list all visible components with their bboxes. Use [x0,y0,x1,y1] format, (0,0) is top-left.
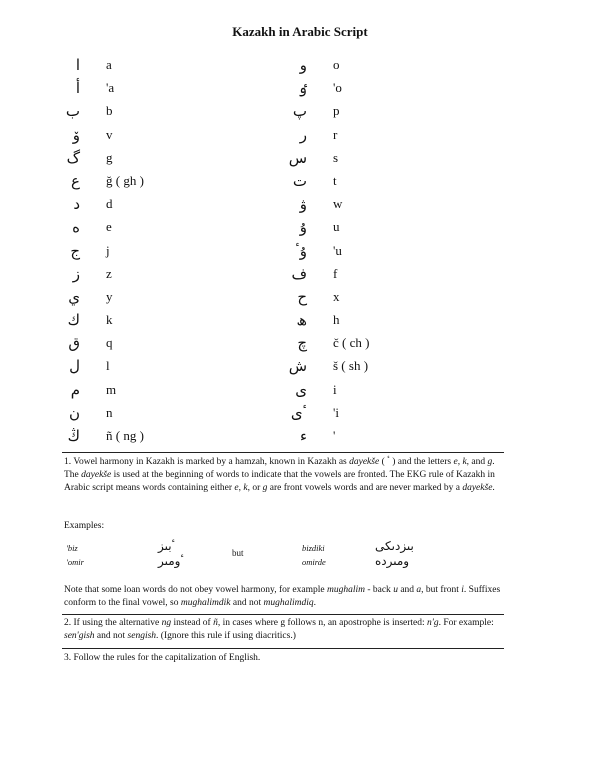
note-text: 2. If using the alternative [64,618,162,628]
alphabet-row [58,311,198,334]
note-text: and not [230,598,264,608]
latin-letter: d [106,196,113,212]
alphabet-row [285,357,425,380]
latin-letter: m [106,381,117,397]
arabic-letter: ل [69,357,80,376]
divider-rule [62,452,504,453]
example-word-latin: bizdiki [302,543,325,553]
latin-letter: s [333,149,339,165]
alphabet-row [285,427,425,450]
alphabet-row [285,102,425,125]
arabic-letter: ٶ [298,79,307,98]
example-word-arabic: ٴومىر [158,554,184,568]
example-word-arabic: بىزدىكى [375,539,414,553]
alphabet-row [285,149,425,172]
note-term: mughalimdik [180,598,231,608]
alphabet-row [58,218,198,241]
alphabet-row [285,242,425,265]
note-ng-apostrophe [64,617,504,643]
note-text: , or [247,483,263,493]
latin-letter: e [106,219,112,235]
arabic-letter: د [73,195,80,214]
arabic-letter: ا [75,56,80,74]
latin-letter: š ( sh ) [333,358,369,374]
alphabet-right-column [285,56,425,450]
note-letter: k [243,483,248,493]
alphabet-row [285,334,425,357]
arabic-letter: ت [292,171,307,190]
example-word-arabic: ومىردە [375,554,410,568]
alphabet-row [58,357,198,380]
alphabet-row [58,381,198,404]
note-text: . [492,483,495,493]
note-text: instead of [171,618,214,628]
divider-rule [62,648,504,649]
alphabet-row [285,265,425,288]
note-letter: e [453,457,458,467]
note-term: sen'gish [64,631,95,641]
latin-letter: ñ ( ng ) [106,428,144,443]
note-letter: e [234,483,239,493]
alphabet-row [285,288,425,311]
note-text: , and [466,457,488,467]
latin-letter: f [333,265,338,281]
note-letter: k [462,457,467,467]
arabic-letter: ڭ [67,427,80,445]
latin-letter: l [106,358,110,374]
alphabet-row [58,288,198,311]
latin-letter: j [106,242,110,258]
arabic-letter: ش [288,357,307,376]
alphabet-row [58,149,198,172]
arabic-letter: أ [75,79,80,98]
alphabet-row [58,334,198,357]
latin-letter: k [106,312,113,328]
note-term: a [416,585,422,595]
note-text: , in cases where g follows n, an apostrophe is inserted: [217,618,428,628]
note-term: dayekše [349,457,380,467]
examples-label: Examples: [64,521,105,531]
latin-letter: 'u [333,242,342,258]
note-text: - back [364,585,394,595]
arabic-letter: گ [66,148,80,167]
alphabet-row [285,218,425,241]
note-term: ñ [213,618,218,628]
arabic-letter: ج [70,241,80,260]
arabic-letter: ن [68,403,80,422]
example-word-latin: 'omir [66,557,84,567]
arabic-letter: ك [67,311,80,330]
alphabet-row [58,195,198,218]
latin-letter: p [333,103,340,119]
latin-letter: 'a [106,80,115,96]
note-text: , but front [421,585,462,595]
alphabet-row [58,427,198,450]
note-vowel-harmony [64,456,504,495]
note-text: and [397,585,417,595]
note-text: Note that some loan words do not obey vowel harmony, for example [64,585,327,595]
latin-letter: v [106,126,113,142]
example-word-arabic: ٴبىز [158,539,176,553]
arabic-letter: و [299,56,307,74]
note-term: mughalim [326,585,365,595]
alphabet-row [285,172,425,195]
alphabet-row [58,102,198,125]
arabic-letter: ۇٴ [295,241,307,260]
note-text: . [313,598,316,608]
example-word-latin: 'biz [66,543,78,553]
latin-letter: ' [333,428,336,443]
latin-letter: n [106,404,113,420]
arabic-letter: ۆ [72,125,80,144]
note-text: , [457,457,463,467]
alphabet-left-column [58,56,198,450]
arabic-letter: ر [299,125,307,144]
note-term: i [461,585,464,595]
alphabet-row [58,172,198,195]
latin-letter: 'o [333,80,342,96]
latin-letter: q [106,335,113,351]
arabic-letter: ه [72,218,80,237]
arabic-letter: ٴى [290,403,307,422]
divider-rule [62,614,504,615]
note-term: dayekše [462,483,493,493]
latin-letter: x [333,288,340,304]
note-text: , [238,483,244,493]
note-term: n'g [427,618,439,628]
arabic-letter: ف [291,264,307,283]
latin-letter: u [333,219,340,235]
note-text: ( ٴ ) and the letters [379,457,454,467]
latin-letter: g [106,149,113,165]
alphabet-row [58,242,198,265]
alphabet-row [285,404,425,427]
latin-letter: a [106,57,112,72]
arabic-letter: ح [297,287,307,306]
note-text: is used at the beginning of words to indicate that the vowels are fronted. The EKG rule of Kazakh in Arabic script means words containing either [64,470,495,493]
alphabet-row [58,404,198,427]
note-term: u [393,585,398,595]
note-term: sengish [127,631,157,641]
alphabet-row [58,265,198,288]
note-text: . Suffixes conform to the final vowel, so [64,585,501,608]
page-title: Kazakh in Arabic Script [232,24,368,39]
latin-letter: z [106,265,112,281]
note-loan-words [64,584,504,610]
alphabet-row [285,195,425,218]
arabic-letter: ب [65,102,80,121]
note-text: are front vowels words and are never marked by a [267,483,463,493]
alphabet-row [285,381,425,404]
arabic-letter: چ [297,334,307,353]
latin-letter: w [333,196,343,212]
alphabet-row [285,56,425,79]
arabic-letter: م [70,380,80,399]
example-but: but [232,548,244,558]
arabic-letter: ع [71,171,80,190]
latin-letter: č ( ch ) [333,335,370,351]
arabic-letter: ۋ [299,195,307,214]
note-text: . (Ignore this rule if using diacritics.) [156,631,296,641]
latin-letter: 'i [333,404,339,420]
alphabet-row [285,311,425,334]
latin-letter: b [106,103,113,119]
latin-letter: i [333,381,337,397]
example-word-latin: omirde [302,557,326,567]
arabic-letter: پ [292,102,307,121]
note-term: dayekše [81,470,112,480]
alphabet-row [285,126,425,149]
latin-letter: y [106,288,113,304]
note-term: mughalimdiq [263,598,314,608]
alphabet-row [58,79,198,102]
latin-letter: r [333,126,338,142]
note-text: . For example: [438,618,494,628]
arabic-letter: ق [68,334,80,353]
latin-letter: ğ ( gh ) [106,172,144,188]
note-text: . The [64,457,495,480]
arabic-letter: ز [72,264,80,283]
note-text: and not [94,631,128,641]
latin-letter: h [333,312,340,328]
note-capitalization: 3. Follow the rules for the capitalization of English. [64,653,261,663]
alphabet-row [58,126,198,149]
alphabet-row [58,56,198,79]
arabic-letter: ۇ [299,218,307,237]
alphabet-row [285,79,425,102]
latin-letter: t [333,172,337,188]
note-letter: g [487,457,493,467]
note-term: ng [161,618,172,628]
arabic-letter: ء [299,427,307,445]
note-text: 1. Vowel harmony in Kazakh is marked by a hamzah, known in Kazakh as [64,457,350,467]
latin-letter: o [333,57,340,72]
arabic-letter: س [288,148,307,167]
arabic-letter: ي [68,287,80,306]
arabic-letter: ى [295,380,307,399]
note-letter: g [262,483,268,493]
arabic-letter: ھ [296,311,307,330]
